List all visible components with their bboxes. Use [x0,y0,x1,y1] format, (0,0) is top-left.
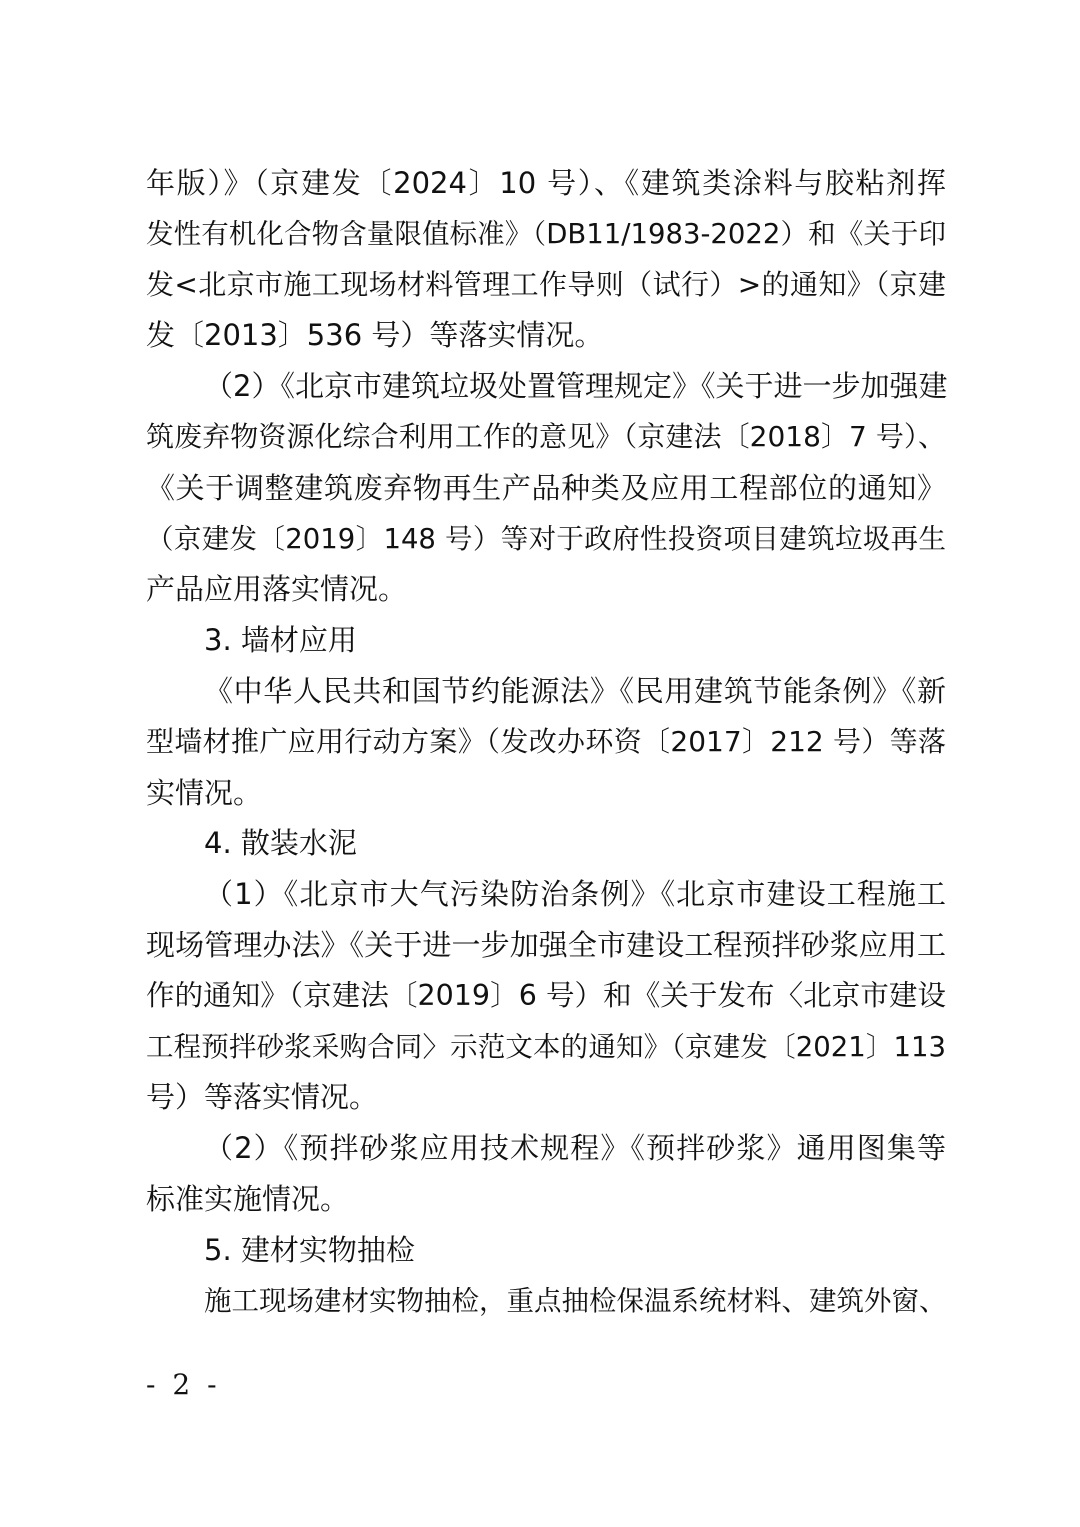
text-line-20: （2）《预拌砂浆应用技术规程》《预拌砂浆》通用图集等 [204,1131,946,1166]
text-line-19: 号）等落实情况。 [146,1080,379,1115]
text-line-2: 发性有机化合物含量限值标准》（DB11/1983-2022）和《关于印 [146,217,946,250]
text-line-7: 《关于调整建筑废弃物再生产品种类及应用工程部位的通知》 [146,470,946,505]
text-line-18: 工程预拌砂浆采购合同〉示范文本的通知》（京建发〔2021〕113 [146,1030,946,1063]
text-line-23: 施工现场建材实物抽检，重点抽检保温系统材料、建筑外窗、 [204,1284,947,1317]
section-heading-bulk-cement: 4. 散装水泥 [204,826,357,861]
section-heading-wall-materials: 3. 墙材应用 [204,623,357,658]
text-line-15: （1）《北京市大气污染防治条例》《北京市建设工程施工 [204,877,946,912]
text-line-12: 型墙材推广应用行动方案》（发改办环资〔2017〕212 号）等落 [146,724,946,758]
text-line-4: 发〔2013〕536 号）等落实情况。 [146,318,604,353]
document-body [146,158,946,1326]
text-line-9: 产品应用落实情况。 [146,572,408,607]
text-line-8: （京建发〔2019〕148 号）等对于政府性投资项目建筑垃圾再生 [146,522,946,555]
text-line-16: 现场管理办法》《关于进一步加强全市建设工程预拌砂浆应用工 [146,927,946,962]
text-line-6: 筑废弃物资源化综合利用工作的意见》（京建法〔2018〕7 号）、 [146,419,946,453]
section-heading-material-sampling: 5. 建材实物抽检 [204,1232,415,1267]
text-line-21: 标准实施情况。 [146,1181,350,1216]
text-line-5: （2）《北京市建筑垃圾处置管理规定》《关于进一步加强建 [204,369,948,404]
text-line-3: 发<北京市施工现场材料管理工作导则（试行）>的通知》（京建 [146,267,946,301]
text-line-1: 年版）》（京建发〔2024〕10 号）、《建筑类涂料与胶粘剂挥 [146,166,946,200]
page-number: - 2 - [146,1368,221,1401]
text-line-11: 《中华人民共和国节约能源法》《民用建筑节能条例》《新 [204,673,946,708]
text-line-17: 作的通知》（京建法〔2019〕6 号）和《关于发布〈北京市建设 [146,978,946,1012]
text-line-13: 实情况。 [146,775,263,810]
